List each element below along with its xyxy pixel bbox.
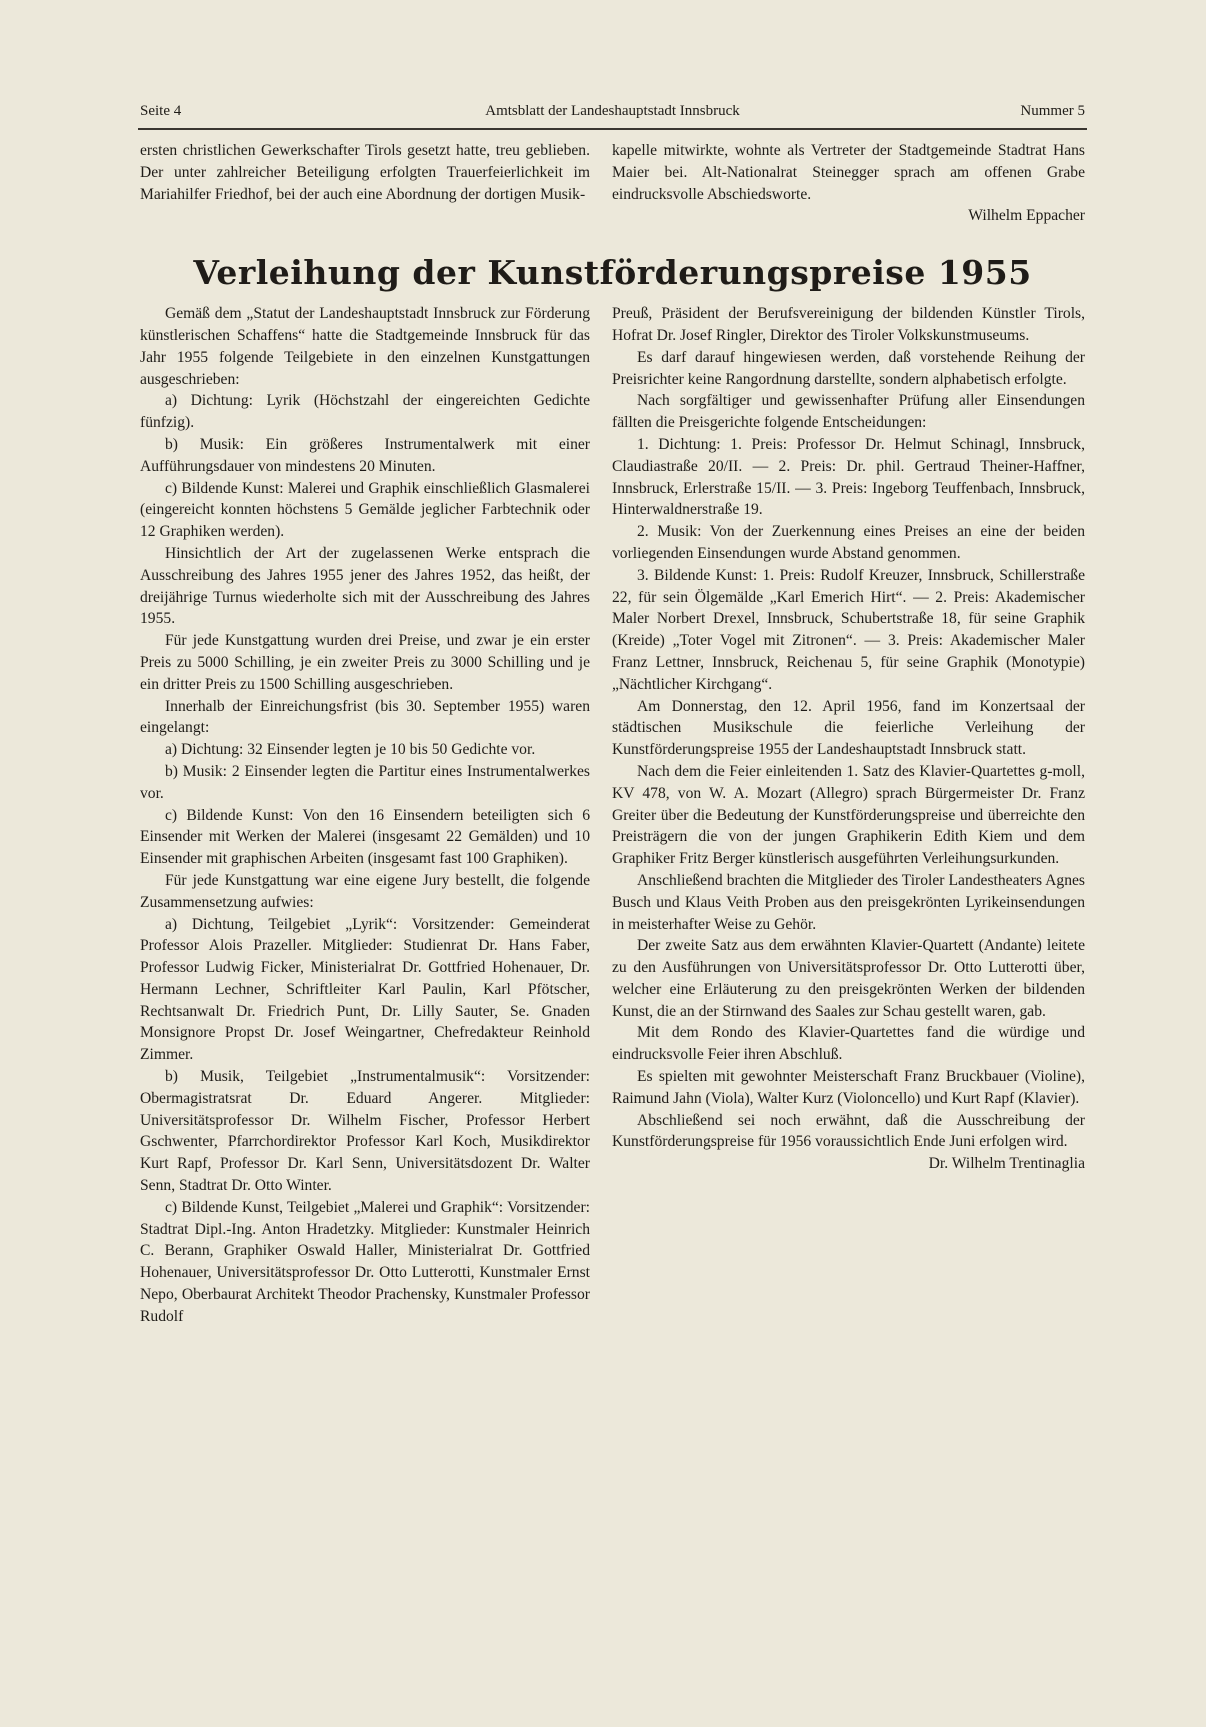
- paragraph: ersten christlichen Gewerkschafter Tirols gesetzt hatte, treu geblieben. Der unter zahlreicher Beteiligung erfolgten Trauerfeierlichkeit im Mariahilfer Friedhof, bei der auch eine Abordnung der dortigen Musik-: [140, 142, 590, 203]
- paragraph: a) Dichtung, Teilgebiet „Lyrik“: Vorsitzender: Gemeinderat Professor Alois Prazeller. Mitglieder: Studienrat Dr. Hans Faber, Professor Ludwig Ficker, Ministerialrat Dr. Gottfried Hohenauer, Dr. Hermann Lechner, Schriftleiter Karl Paulin, Karl Pfötscher, Rechtsanwalt Dr. Friedrich Punt, Dr. Lilly Sauter, Se. Gnaden Monsignore Propst Dr. Josef Weingartner, Chefredakteur Reinhold Zimmer.: [140, 915, 590, 1064]
- paragraph: a) Dichtung: 32 Einsender legten je 10 bis 50 Gedichte vor.: [164, 741, 536, 759]
- author-signature: Wilhelm Eppacher: [968, 207, 1085, 225]
- paragraph: Gemäß dem „Statut der Landeshauptstadt Innsbruck zur Förderung künstlerischen Schaffens“ hatte die Stadtgemeinde Innsbruck für das Jahr 1955 folgende Teilgebiete in den einzelnen Kunstgattungen ausgeschrieben:: [140, 305, 590, 388]
- paragraph: b) Musik: Ein größeres Instrumentalwerk mit einer Aufführungsdauer von mindestens 20 Minuten.: [140, 435, 590, 475]
- paragraph: 2. Musik: Von der Zuerkennung eines Preises an eine der beiden vorliegenden Einsendungen wurde Abstand genommen.: [612, 523, 1085, 562]
- article-right-column: [612, 303, 1085, 1175]
- previous-article-left-column: [140, 140, 590, 205]
- paragraph: b) Musik: 2 Einsender legten die Partitur eines Instrumentalwerkes vor.: [140, 762, 590, 802]
- paragraph: Hinsichtlich der Art der zugelassenen Werke entsprach die Ausschreibung des Jahres 1955 jener des Jahres 1952, das heißt, der dreijährige Turnus wiederholte sich mit der Ausschreibung des Jahres 1955.: [140, 544, 590, 628]
- author-signature: Dr. Wilhelm Trentinaglia: [928, 1155, 1085, 1173]
- paragraph: c) Bildende Kunst, Teilgebiet „Malerei und Graphik“: Vorsitzender: Stadtrat Dipl.-Ing. Anton Hradetzky. Mitglieder: Kunstmaler Heinrich C. Berann, Graphiker Oswald Haller, Ministerialrat Dr. Gottfried Hohenauer, Universitätsprofessor Dr. Otto Lutterotti, Kunstmaler Ernst Nepo, Oberbaurat Architekt Theodor Prachensky, Kunstmaler Professor Rudolf: [140, 1198, 590, 1325]
- paragraph: c) Bildende Kunst: Malerei und Graphik einschließlich Glasmalerei (eingereicht konnten höchstens 5 Gemälde jeglicher Farbtechnik oder 12 Graphiken werden).: [140, 479, 590, 541]
- paragraph: b) Musik, Teilgebiet „Instrumentalmusik“: Vorsitzender: Obermagistratsrat Dr. Eduard Angerer. Mitglieder: Universitätsprofessor Dr. Wilhelm Fischer, Professor Herbert Gschwenter, Pfarrchordirektor Professor Karl Koch, Musikdirektor Kurt Rapf, Professor Dr. Karl Senn, Universitätsdozent Dr. Walter Senn, Stadtrat Dr. Otto Winter.: [140, 1068, 590, 1195]
- article-left-column: [140, 303, 590, 1327]
- paragraph: Für jede Kunstgattung war eine eigene Jury bestellt, die folgende Zusammensetzung aufwies:: [140, 871, 590, 911]
- header-rule: [138, 128, 1087, 130]
- paragraph: 1. Dichtung: 1. Preis: Professor Dr. Helmut Schinagl, Innsbruck, Claudiastraße 20/II. — 2. Preis: Dr. phil. Gertraud Theiner-Haffner, Innsbruck, Erlerstraße 15/II. — 3. Preis: Ingeborg Teuffenbach, Innsbruck, Hinterwaldnerstraße 19.: [612, 435, 1085, 519]
- page-header: [140, 103, 1085, 127]
- paragraph: 3. Bildende Kunst: 1. Preis: Rudolf Kreuzer, Innsbruck, Schillerstraße 22, für sein Ölgemälde „Karl Emerich Hirt“. — 2. Preis: Akademischer Maler Norbert Drexel, Innsbruck, Schubertstraße 18, für seine Graphik (Kreide) „Toter Vogel mit Zitronen“. — 3. Preis: Akademischer Maler Franz Lettner, Innsbruck, Reichenau 5, für seine Graphik (Monotypie) „Nächtlicher Kirchgang“.: [612, 566, 1085, 693]
- paragraph: Am Donnerstag, den 12. April 1956, fand im Konzertsaal der städtischen Musikschule die feierliche Verleihung der Kunstförderungspreise 1955 der Landeshauptstadt Innsbruck statt.: [612, 697, 1085, 759]
- page-number: Seite 4: [140, 103, 182, 119]
- article-body: [140, 303, 1085, 1327]
- publication-title: Amtsblatt der Landeshauptstadt Innsbruck: [485, 103, 740, 119]
- paragraph: Es spielten mit gewohnter Meisterschaft Franz Bruckbauer (Violine), Raimund Jahn (Viola), Walter Kurz (Violoncello) und Kurt Rapf (Klavier).: [612, 1068, 1085, 1107]
- paragraph: Der zweite Satz aus dem erwähnten Klavier-Quartett (Andante) leitete zu den Ausführungen von Universitätsprofessor Dr. Otto Lutterotti über, welcher eine Erläuterung zu den preisgekrönten Werken der bildenden Kunst, die an der Stirnwand des Saales zur Schau gestellt waren, gab.: [612, 937, 1085, 1020]
- issue-number: Nummer 5: [1020, 103, 1085, 119]
- page: [140, 0, 1085, 1328]
- paragraph: Nach sorgfältiger und gewissenhafter Prüfung aller Einsendungen fällten die Preisgerichte folgende Entscheidungen:: [612, 392, 1085, 432]
- previous-article: [140, 140, 1085, 227]
- paragraph: c) Bildende Kunst: Von den 16 Einsendern beteiligten sich 6 Einsender mit Werken der Malerei (insgesamt 22 Gemälden) und 10 Einsender mit graphischen Arbeiten (insgesamt fast 100 Graphiken).: [140, 806, 590, 868]
- previous-article-right-column: [612, 140, 1085, 227]
- paragraph: Mit dem Rondo des Klavier-Quartettes fand die würdige und eindrucksvolle Feier ihren Abschluß.: [612, 1024, 1085, 1064]
- paragraph: Nach dem die Feier einleitenden 1. Satz des Klavier-Quartettes g-moll, KV 478, von W. A. Mozart (Allegro) sprach Bürgermeister Dr. Franz Greiter über die Bedeutung der Kunstförderungspreise und überreichte den Preisträgern die von der jungen Graphikerin Edith Kiem und dem Graphiker Fritz Berger künstlerisch ausgeführten Verleihungsurkunden.: [612, 762, 1085, 868]
- paragraph: Innerhalb der Einreichungsfrist (bis 30. September 1955) waren eingelangt:: [140, 697, 590, 737]
- article-title: Verleihung der Kunstförderungspreise 1955: [193, 253, 1032, 293]
- paragraph: Anschließend brachten die Mitglieder des Tiroler Landestheaters Agnes Busch und Klaus Veith Proben aus den preisgekrönten Lyrikeinsendungen in meisterhafter Weise zu Gehör.: [612, 871, 1085, 933]
- paragraph: Für jede Kunstgattung wurden drei Preise, und zwar je ein erster Preis zu 5000 Schilling, je ein zweiter Preis zu 3000 Schilling und je ein dritter Preis zu 1500 Schilling ausgeschrieben.: [140, 632, 590, 693]
- paragraph: Preuß, Präsident der Berufsvereinigung der bildenden Künstler Tirols, Hofrat Dr. Josef Ringler, Direktor des Tiroler Volkskunstmuseums.: [612, 305, 1085, 344]
- paragraph: Abschließend sei noch erwähnt, daß die Ausschreibung der Kunstförderungspreise für 1956 voraussichtlich Ende Juni erfolgen wird.: [612, 1111, 1085, 1151]
- paragraph: kapelle mitwirkte, wohnte als Vertreter der Stadtgemeinde Stadtrat Hans Maier bei. Alt-Nationalrat Steinegger sprach am offenen Grabe eindrucksvolle Abschiedsworte.: [612, 142, 1085, 203]
- paragraph: a) Dichtung: Lyrik (Höchstzahl der eingereichten Gedichte fünfzig).: [140, 392, 590, 432]
- paragraph: Es darf darauf hingewiesen werden, daß vorstehende Reihung der Preisrichter keine Rangordnung darstellte, sondern alphabetisch erfolgte.: [612, 348, 1085, 388]
